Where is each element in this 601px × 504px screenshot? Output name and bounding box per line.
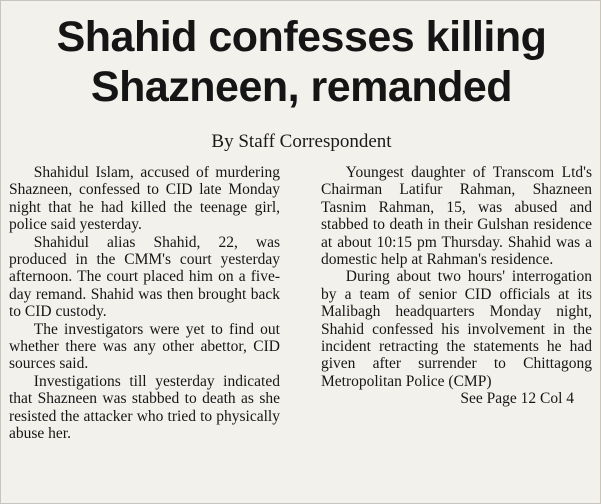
- paragraph: Shahidul Islam, accused of murdering Shazneen, confessed to CID late Monday night that he had killed the teenage girl, police said yesterday.: [9, 164, 280, 234]
- paragraph: Shahidul alias Shahid, 22, was produced in the CMM's court yesterday afternoon. The court placed him on a five-day remand. Shahid was then brought back to CID custody.: [9, 233, 280, 321]
- headline-line-1: Shahid confesses killing: [56, 13, 547, 61]
- paragraph: During about two hours' interrogation by a team of senior CID officials at its Malibagh headquarters Monday night, Shahid confessed his involvement in the incident retracting the statements he had given after surrender to Chittagong Metropolitan Police (CMP): [321, 268, 592, 390]
- article-column-right: [321, 164, 592, 408]
- byline: By Staff Correspondent: [211, 131, 392, 152]
- paragraph: Investigations till yesterday indicated that Shazneen was stabbed to death as she resisted the attacker who tried to physically abuse her.: [9, 372, 280, 443]
- paragraph: The investigators were yet to find out whether there was any other abettor, CID sources said.: [9, 320, 280, 373]
- paragraph: Youngest daughter of Transcom Ltd's Chairman Latifur Rahman, Shazneen Tasnim Rahman, 15, was abused and stabbed to death in their Gulshan residence at about 10:15 pm Thursday. Shahid was a domestic help at Rahman's residence.: [321, 164, 592, 269]
- headline-line-2: Shazneen, remanded: [90, 63, 513, 111]
- article-column-left: [9, 164, 280, 443]
- continuation-reference: See Page 12 Col 4: [460, 390, 574, 408]
